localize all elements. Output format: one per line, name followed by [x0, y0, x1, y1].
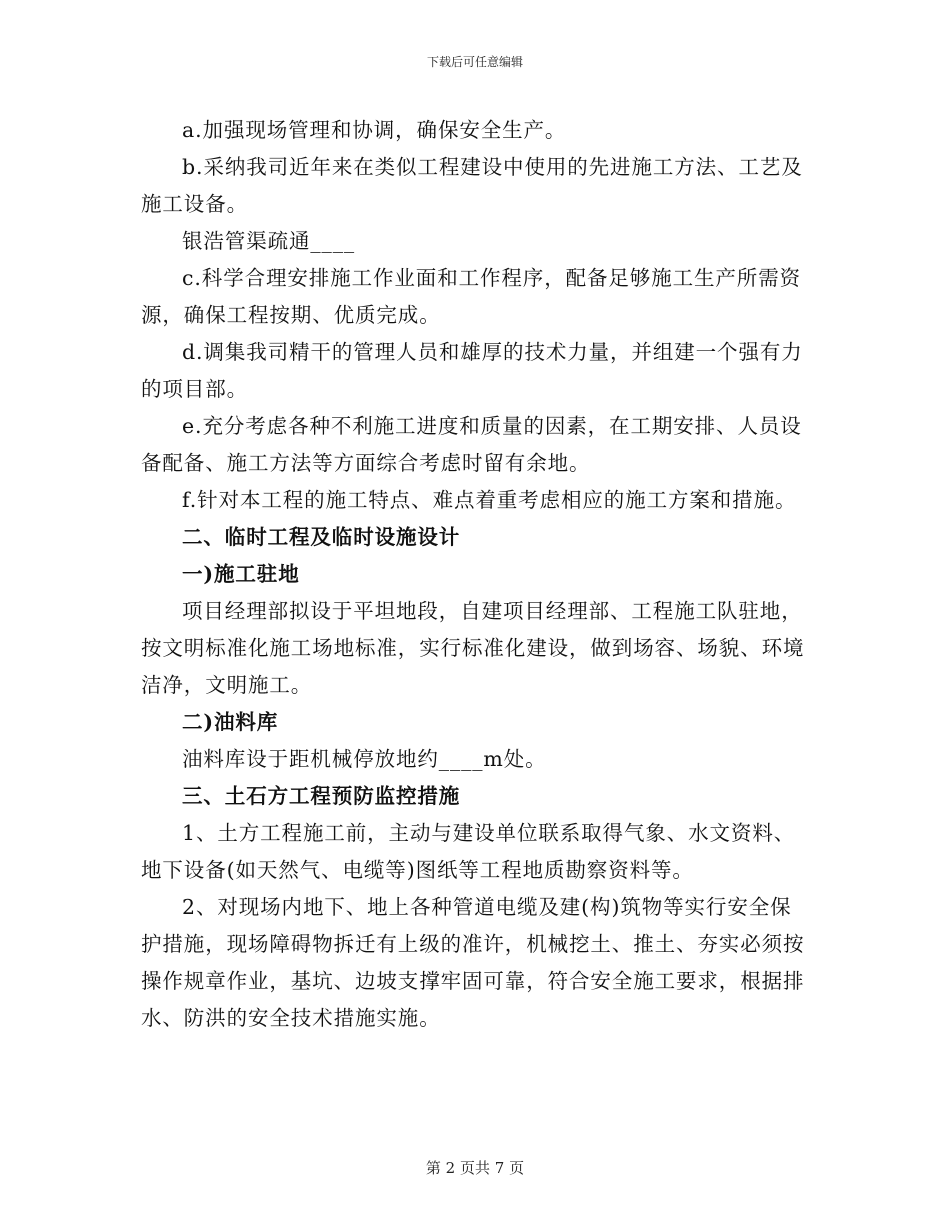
paragraph-c: c.科学合理安排施工作业面和工作程序，配备足够施工生产所需资源，确保工程按期、优质完成。	[141, 266, 801, 327]
subheading-site: 一)施工驻地	[182, 562, 300, 586]
paragraph-f: f.针对本工程的施工特点、难点着重考虑相应的施工方案和措施。	[182, 488, 797, 512]
subheading-fuel: 二)油料库	[182, 710, 279, 734]
paragraph-site: 项目经理部拟设于平坦地段，自建项目经理部、工程施工队驻地，按文明标准化施工场地标准，实行标准化建设，做到场容、场貌、环境洁净，文明施工。	[141, 599, 805, 697]
paragraph-d: d.调集我司精干的管理人员和雄厚的技术力量，并组建一个强有力的项目部。	[141, 340, 803, 401]
page-header: 下载后可任意编辑	[426, 55, 523, 69]
document-body	[141, 112, 809, 1037]
paragraph-b: b.采纳我司近年来在类似工程建设中使用的先进施工方法、工艺及施工设备。	[141, 155, 803, 216]
paragraph-item-1: 1、土方工程施工前，主动与建设单位联系取得气象、水文资料、地下设备(如天然气、电缆等)图纸等工程地质勘察资料等。	[141, 821, 796, 882]
paragraph-note: 银浩管渠疏通____	[182, 229, 355, 253]
section-heading-2: 二、临时工程及临时设施设计	[182, 525, 461, 549]
paragraph-e: e.充分考虑各种不利施工进度和质量的因素，在工期安排、人员设备配备、施工方法等方面综合考虑时留有余地。	[141, 414, 802, 475]
paragraph-fuel: 油料库设于距机械停放地约____m处。	[182, 747, 547, 771]
paragraph-a: a.加强现场管理和协调，确保安全生产。	[182, 118, 567, 142]
paragraph-item-2: 2、对现场内地下、地上各种管道电缆及建(构)筑物等实行安全保护措施，现场障碍物拆迁有上级的准许，机械挖土、推土、夯实必须按操作规章作业，基坑、边坡支撑牢固可靠，符合安全施工要求，根据排水、防洪的安全技术措施实施。	[141, 895, 805, 1030]
section-heading-3: 三、土石方工程预防监控措施	[182, 784, 461, 808]
page-footer: 第 2 页共 7 页	[425, 1159, 525, 1177]
